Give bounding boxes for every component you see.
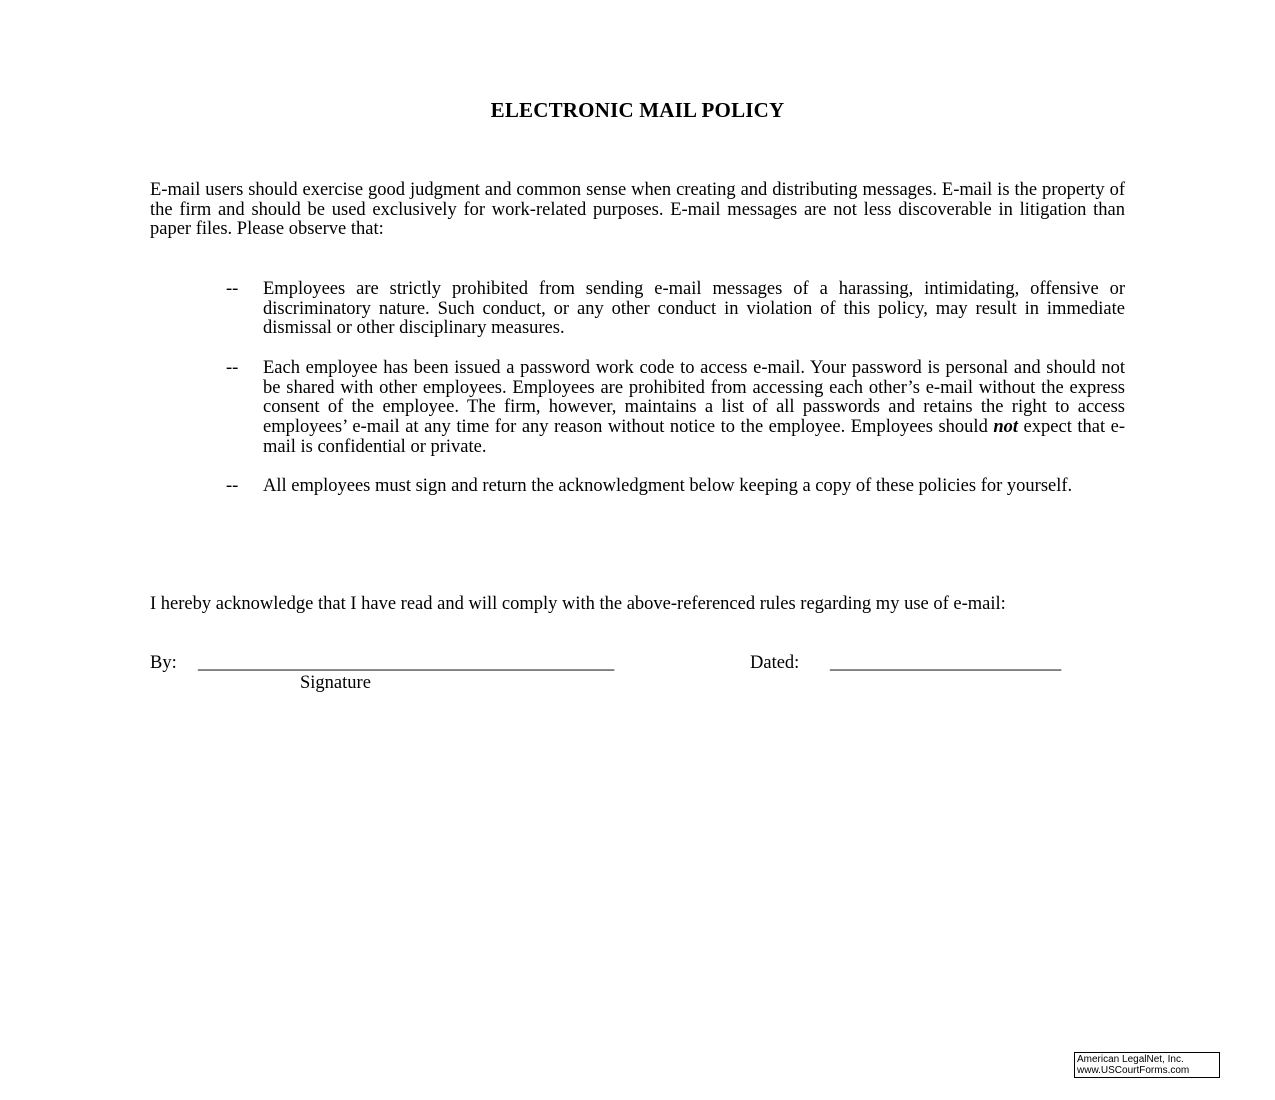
bullet-dash: -- xyxy=(226,279,239,299)
document-title: ELECTRONIC MAIL POLICY xyxy=(490,98,785,122)
acknowledgment-paragraph: I hereby acknowledge that I have read and will comply with the above-referenced rules regarding my use of e-mail: xyxy=(150,594,1006,614)
publisher-name: American LegalNet, Inc. xyxy=(1077,1054,1184,1065)
signature-caption: Signature xyxy=(300,673,371,693)
intro-paragraph: E-mail users should exercise good judgment and common sense when creating and distributing messages. E-mail is the property of the firm and should be used exclusively for work-related purposes. E-mail messages are not less discoverable in litigation than paper files. Please observe that: xyxy=(150,180,1125,240)
policy-item-text-before: Each employee has been issued a password work code to access e-mail. Your password is personal and should not be shared with other employees. Employees are prohibited from accessing each other’s e-mail without the express consent of the employee. The firm, however, maintains a list of all passwords and retains the right to access employees’ e-mail at any time for any reason without notice to the employee. Employees should xyxy=(263,357,1125,437)
policy-item-text: All employees must sign and return the acknowledgment below keeping a copy of these policies for yourself. xyxy=(263,476,1073,496)
policy-item-password xyxy=(150,359,1125,458)
policy-item-text xyxy=(263,359,1125,458)
signature-line[interactable]: _____________________________________________ xyxy=(198,653,615,673)
dated-label: Dated: xyxy=(750,653,800,673)
publisher-stamp xyxy=(1074,1052,1220,1078)
policy-item-text-after: expect that e-mail is confidential or private. xyxy=(263,416,1125,457)
policy-list xyxy=(150,280,1125,516)
bullet-dash: -- xyxy=(226,357,239,378)
policy-item-text: Employees are strictly prohibited from sending e-mail messages of a harassing, intimidating, offensive or discriminatory nature. Such conduct, or any other conduct in violation of this policy, may result in immediate dismissal or other disciplinary measures. xyxy=(263,279,1125,339)
date-line[interactable]: _________________________ xyxy=(830,653,1062,673)
publisher-url: www.USCourtForms.com xyxy=(1077,1065,1190,1076)
policy-item-emphasis: not xyxy=(993,416,1019,437)
bullet-dash: -- xyxy=(226,476,239,496)
policy-item-harassment xyxy=(150,280,1125,339)
policy-item-acknowledge xyxy=(150,477,1125,497)
by-label: By: xyxy=(150,653,177,673)
